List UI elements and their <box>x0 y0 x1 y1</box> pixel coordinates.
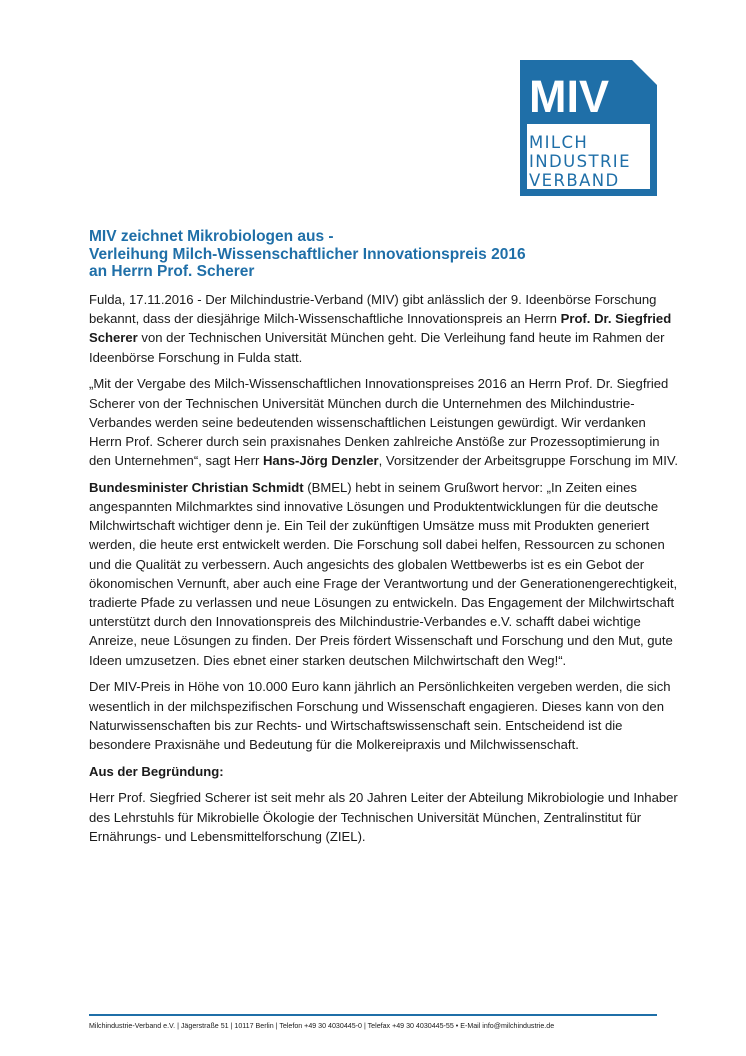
logo-line-verband: VERBAND <box>529 171 620 190</box>
p2-text-c: , Vorsitzender der Arbeitsgruppe Forschung im MIV. <box>378 453 679 469</box>
miv-logo <box>520 60 657 196</box>
section-heading-text: Aus der Begründung: <box>89 763 224 779</box>
speaker-name-denzler: Hans-Jörg Denzler <box>262 453 379 469</box>
footer-contact: Milchindustrie-Verband e.V. | Jägerstraße 51 | 10117 Berlin | Telefon +49 30 4030445-0 | Telefax +49 30 4030445-55 • E-Mail info@milchindustrie.de <box>89 1022 555 1030</box>
speaker-name-schmidt: Bundesminister Christian Schmidt <box>89 479 304 495</box>
p1-text-c: von der Technischen Universität München geht. Die Verleihung fand heute im Rahmen der Ideenbörse Forschung in Fulda statt. <box>89 330 665 365</box>
logo-miv-text: MIV <box>529 71 610 122</box>
logo-line-industrie: INDUSTRIE <box>529 152 631 171</box>
section-heading-begruendung <box>89 762 679 781</box>
laureate-name: Prof. Dr. Siegfried Scherer <box>89 311 672 346</box>
paragraph-begruendung: Herr Prof. Siegfried Scherer ist seit mehr als 20 Jahren Leiter der Abteilung Mikrobiologie und Inhaber des Lehrstuhls für Mikrobielle Ökologie der Technischen Universität München, Zentralinstitut für Ernährungs- und Lebensmittelforschung (ZIEL). <box>89 790 678 844</box>
press-release-body <box>89 290 679 853</box>
paragraph-quote-schmidt <box>89 478 679 670</box>
paragraph-announcement <box>89 290 679 367</box>
paragraph-quote-denzler <box>89 374 679 470</box>
headline-line-3: an Herrn Prof. Scherer <box>89 263 255 280</box>
logo-line-milch: MILCH <box>529 133 589 152</box>
headline-line-1: MIV zeichnet Mikrobiologen aus - <box>89 228 334 245</box>
footer-divider <box>89 1014 657 1016</box>
p1-text-a: Fulda, 17.11.2016 - Der Milchindustrie-Verband (MIV) gibt anlässlich der 9. Ideenbörse Forschung bekannt, dass der diesjährige Milch-Wissenschaftliche Innovationspreis an Herrn <box>89 292 657 327</box>
press-release-headline <box>89 228 689 281</box>
headline-line-2: Verleihung Milch-Wissenschaftlicher Innovationspreis 2016 <box>89 245 526 263</box>
p3-text-b: (BMEL) hebt in seinem Grußwort hervor: „In Zeiten eines angespannten Milchmarktes sind innovative Lösungen und Produktentwicklungen für die deutsche Milchwirtschaft wichtiger denn je. Ein Teil der zukünftigen Umsätze muss mit Produkten generiert werden, die heute erst entwickelt werden. Die Forschung soll dabei helfen, Ressourcen zu schonen und die Qualität zu verbessern. Auch angesichts des globalen Wettbewerbs ist es ein Gebot der ökonomischen Vernunft, aber auch eine Frage der Verantwortung und der Generationengerechtigkeit, tradierte Pfade zu verlassen und neue Lösungen zu entwickeln. Das Engagement der Milchwirtschaft unterstützt durch den Innovationspreis des Milchindustrie-Verbandes e.V. schafft dabei wichtige Anreize, neue Lösungen zu finden. Der Preis fördert Wissenschaft und Forschung und den Mut, gute Ideen umzusetzen. Dies ebnet einer starken deutschen Milchwirtschaft den Weg!“. <box>89 479 678 668</box>
p2-text-a: „Mit der Vergabe des Milch-Wissenschaftlichen Innovationspreises 2016 an Herrn Prof. Dr. Siegfried Scherer von der Technischen Universität München durch die Unternehmen des Milchindustrie-Verbandes werden seine bedeutenden wissenschaftlichen Leistungen gewürdigt. Wir verdanken Herrn Prof. Scherer durch sein praxisnahes Denken zahlreiche Anstöße zur Prozessoptimierung in den Unternehmen“, sagt Herr <box>89 376 669 469</box>
paragraph-prize-info: Der MIV-Preis in Höhe von 10.000 Euro kann jährlich an Persönlichkeiten vergeben werden, die sich wesentlich in der milchspezifischen Forschung und Wissenschaft engagieren. Dieses kann von den Naturwissenschaften bis zur Rechts- und Wirtschaftswissenschaft sein. Entscheidend ist die besondere Praxisnähe und Bedeutung für die Molkereipraxis und Milchwissenschaft. <box>89 679 671 752</box>
